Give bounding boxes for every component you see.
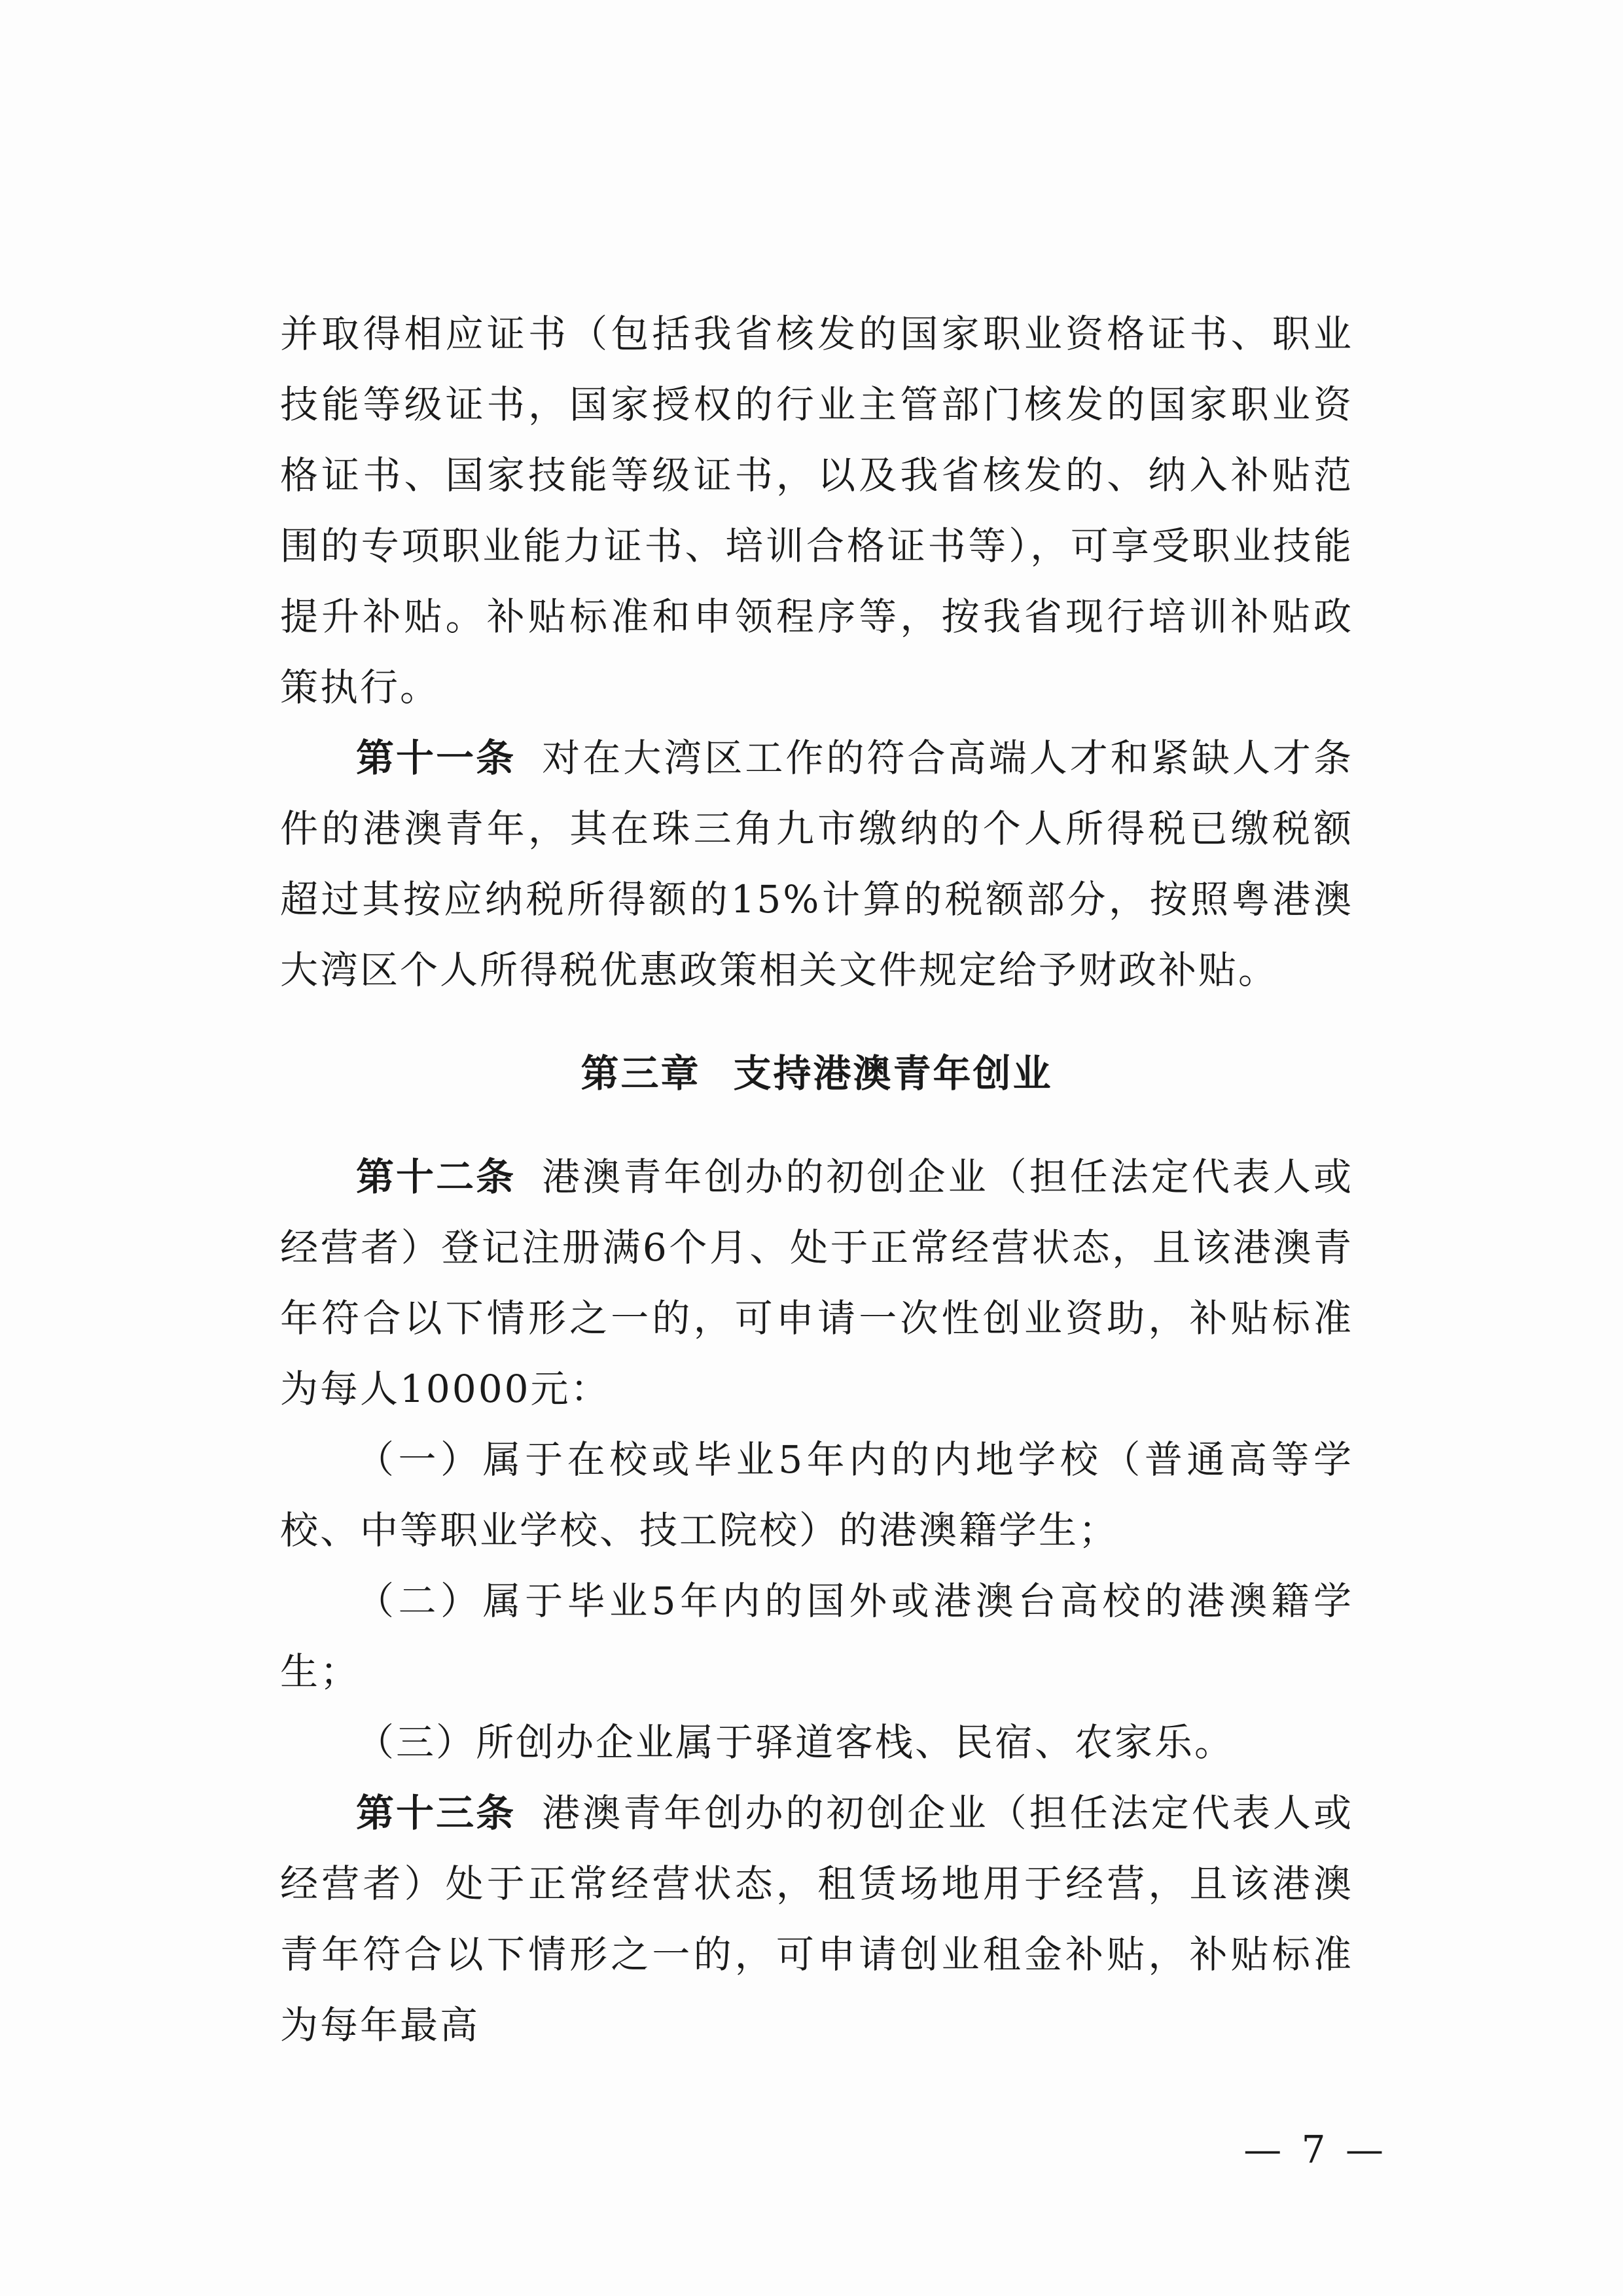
article-12-item-3: （三）所创办企业属于驿道客栈、民宿、农家乐。 <box>356 1720 1235 1765</box>
article-12-heading: 第十二条 <box>356 1155 516 1199</box>
article-12-item-2: （二）属于毕业5年内的国外或港澳台高校的港澳籍学生； <box>280 1579 1353 1694</box>
article-13-heading: 第十三条 <box>356 1791 516 1835</box>
article-12-item-1: （一）属于在校或毕业5年内的内地学校（普通高等学校、中等职业学校、技工院校）的港澳籍学生； <box>280 1437 1353 1552</box>
page-number: — 7 — <box>1243 2127 1387 2172</box>
article-13 <box>280 1778 1353 2060</box>
article-11-heading: 第十一条 <box>356 736 516 780</box>
article-12 <box>280 1141 1353 1424</box>
chapter-title: 支持港澳青年创业 <box>733 1051 1053 1096</box>
article-12-text: 港澳青年创办的初创企业（担任法定代表人或经营者）登记注册满6个月、处于正常经营状态，且该港澳青年符合以下情形之一的，可申请一次性创业资助，补贴标准为每人10000元： <box>280 1155 1353 1411</box>
article-11-text: 对在大湾区工作的符合高端人才和紧缺人才条件的港澳青年，其在珠三角九市缴纳的个人所得税已缴税额超过其按应纳税所得额的15%计算的税额部分，按照粤港澳大湾区个人所得税优惠政策相关文件规定给予财政补贴。 <box>280 736 1353 992</box>
chapter-number: 第三章 <box>580 1051 701 1096</box>
article-11 <box>280 723 1353 1005</box>
article-13-text: 港澳青年创办的初创企业（担任法定代表人或经营者）处于正常经营状态，租赁场地用于经营，且该港澳青年符合以下情形之一的，可申请创业租金补贴，补贴标准为每年最高 <box>280 1791 1353 2047</box>
chapter-heading <box>280 1038 1353 1109</box>
document-body <box>280 298 1353 2060</box>
paragraph-continued: 并取得相应证书（包括我省核发的国家职业资格证书、职业技能等级证书，国家授权的行业主管部门核发的国家职业资格证书、国家技能等级证书，以及我省核发的、纳入补贴范围的专项职业能力证书、培训合格证书等），可享受职业技能提升补贴。补贴标准和申领程序等，按我省现行培训补贴政策执行。 <box>280 312 1353 709</box>
